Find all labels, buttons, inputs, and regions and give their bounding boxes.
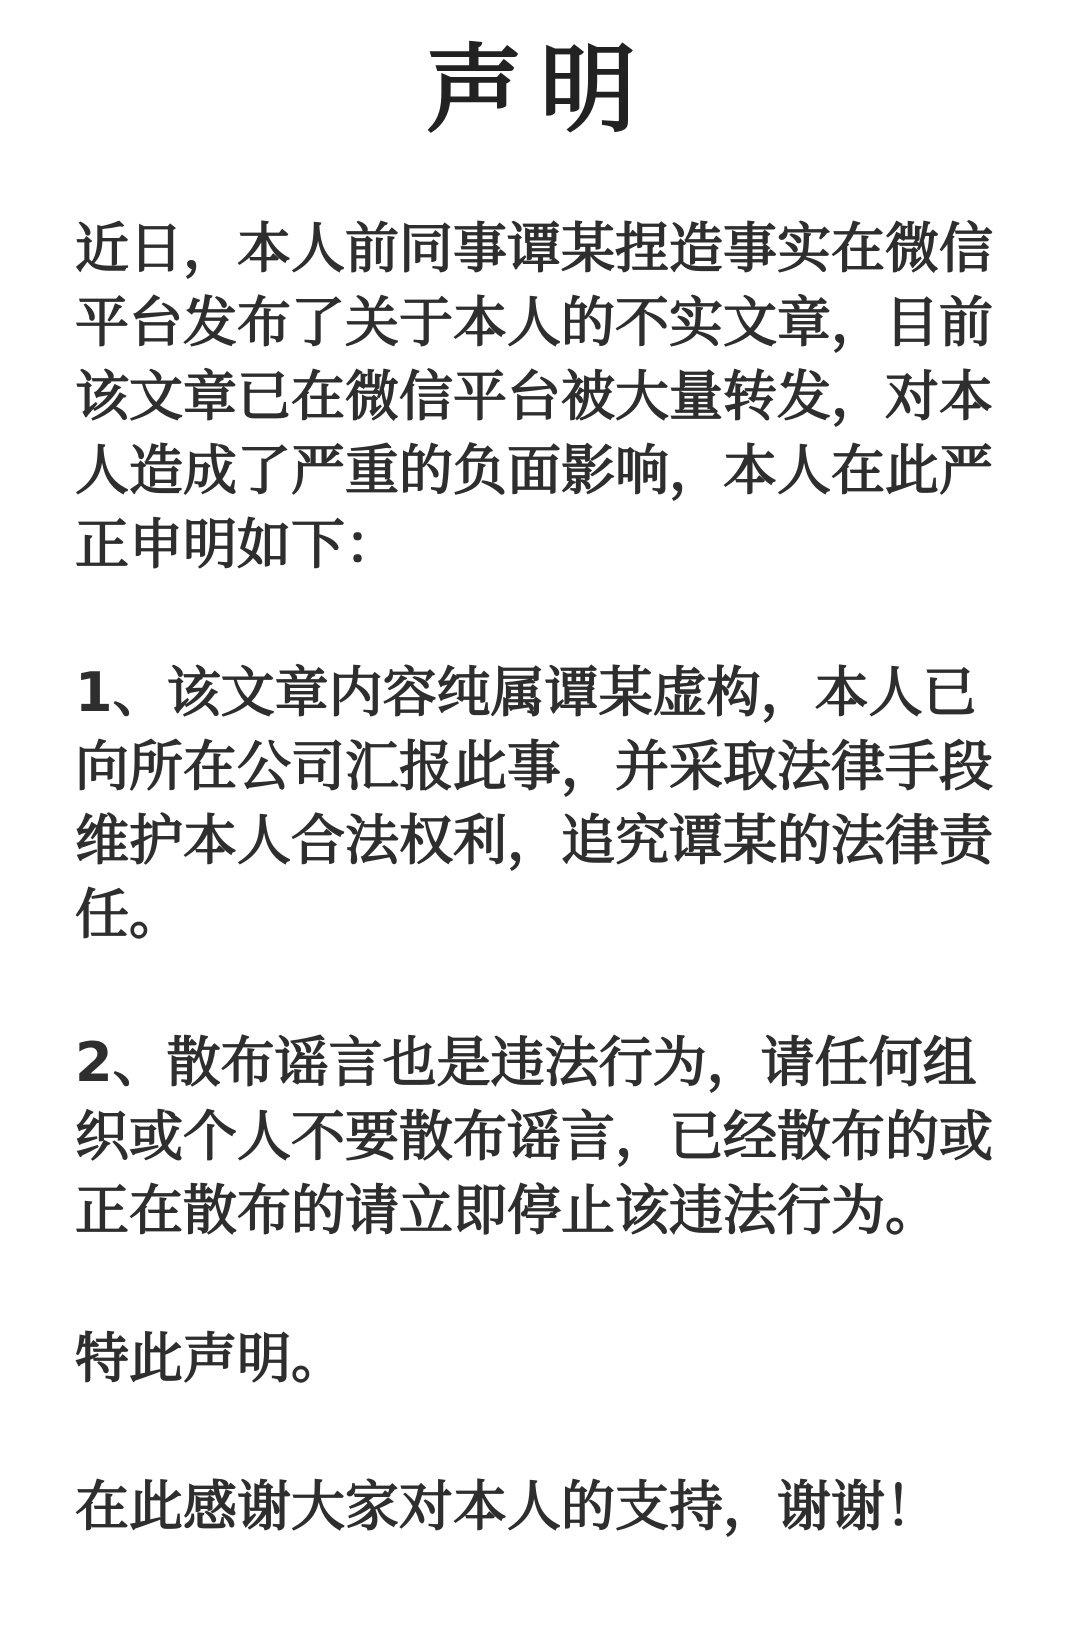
- statement-item-1: 1、该文章内容纯属谭某虚构，本人已向所在公司汇报此事，并采取法律手段维护本人合法权利，追究谭某的法律责任。: [75, 661, 993, 946]
- document-title: 声明: [426, 34, 654, 146]
- intro-paragraph: 近日，本人前同事谭某捏造事实在微信平台发布了关于本人的不实文章，目前该文章已在微信平台被大量转发，对本人造成了严重的负面影响，本人在此严正申明如下：: [75, 217, 993, 576]
- closing-statement: 特此声明。: [75, 1327, 345, 1390]
- statement-item-2: 2、散布谣言也是违法行为，请任何组织或个人不要散布谣言，已经散布的或正在散布的请立即停止该违法行为。: [75, 1031, 993, 1242]
- thanks-paragraph: 在此感谢大家对本人的支持，谢谢！: [75, 1475, 939, 1538]
- document-body: [75, 212, 1025, 1544]
